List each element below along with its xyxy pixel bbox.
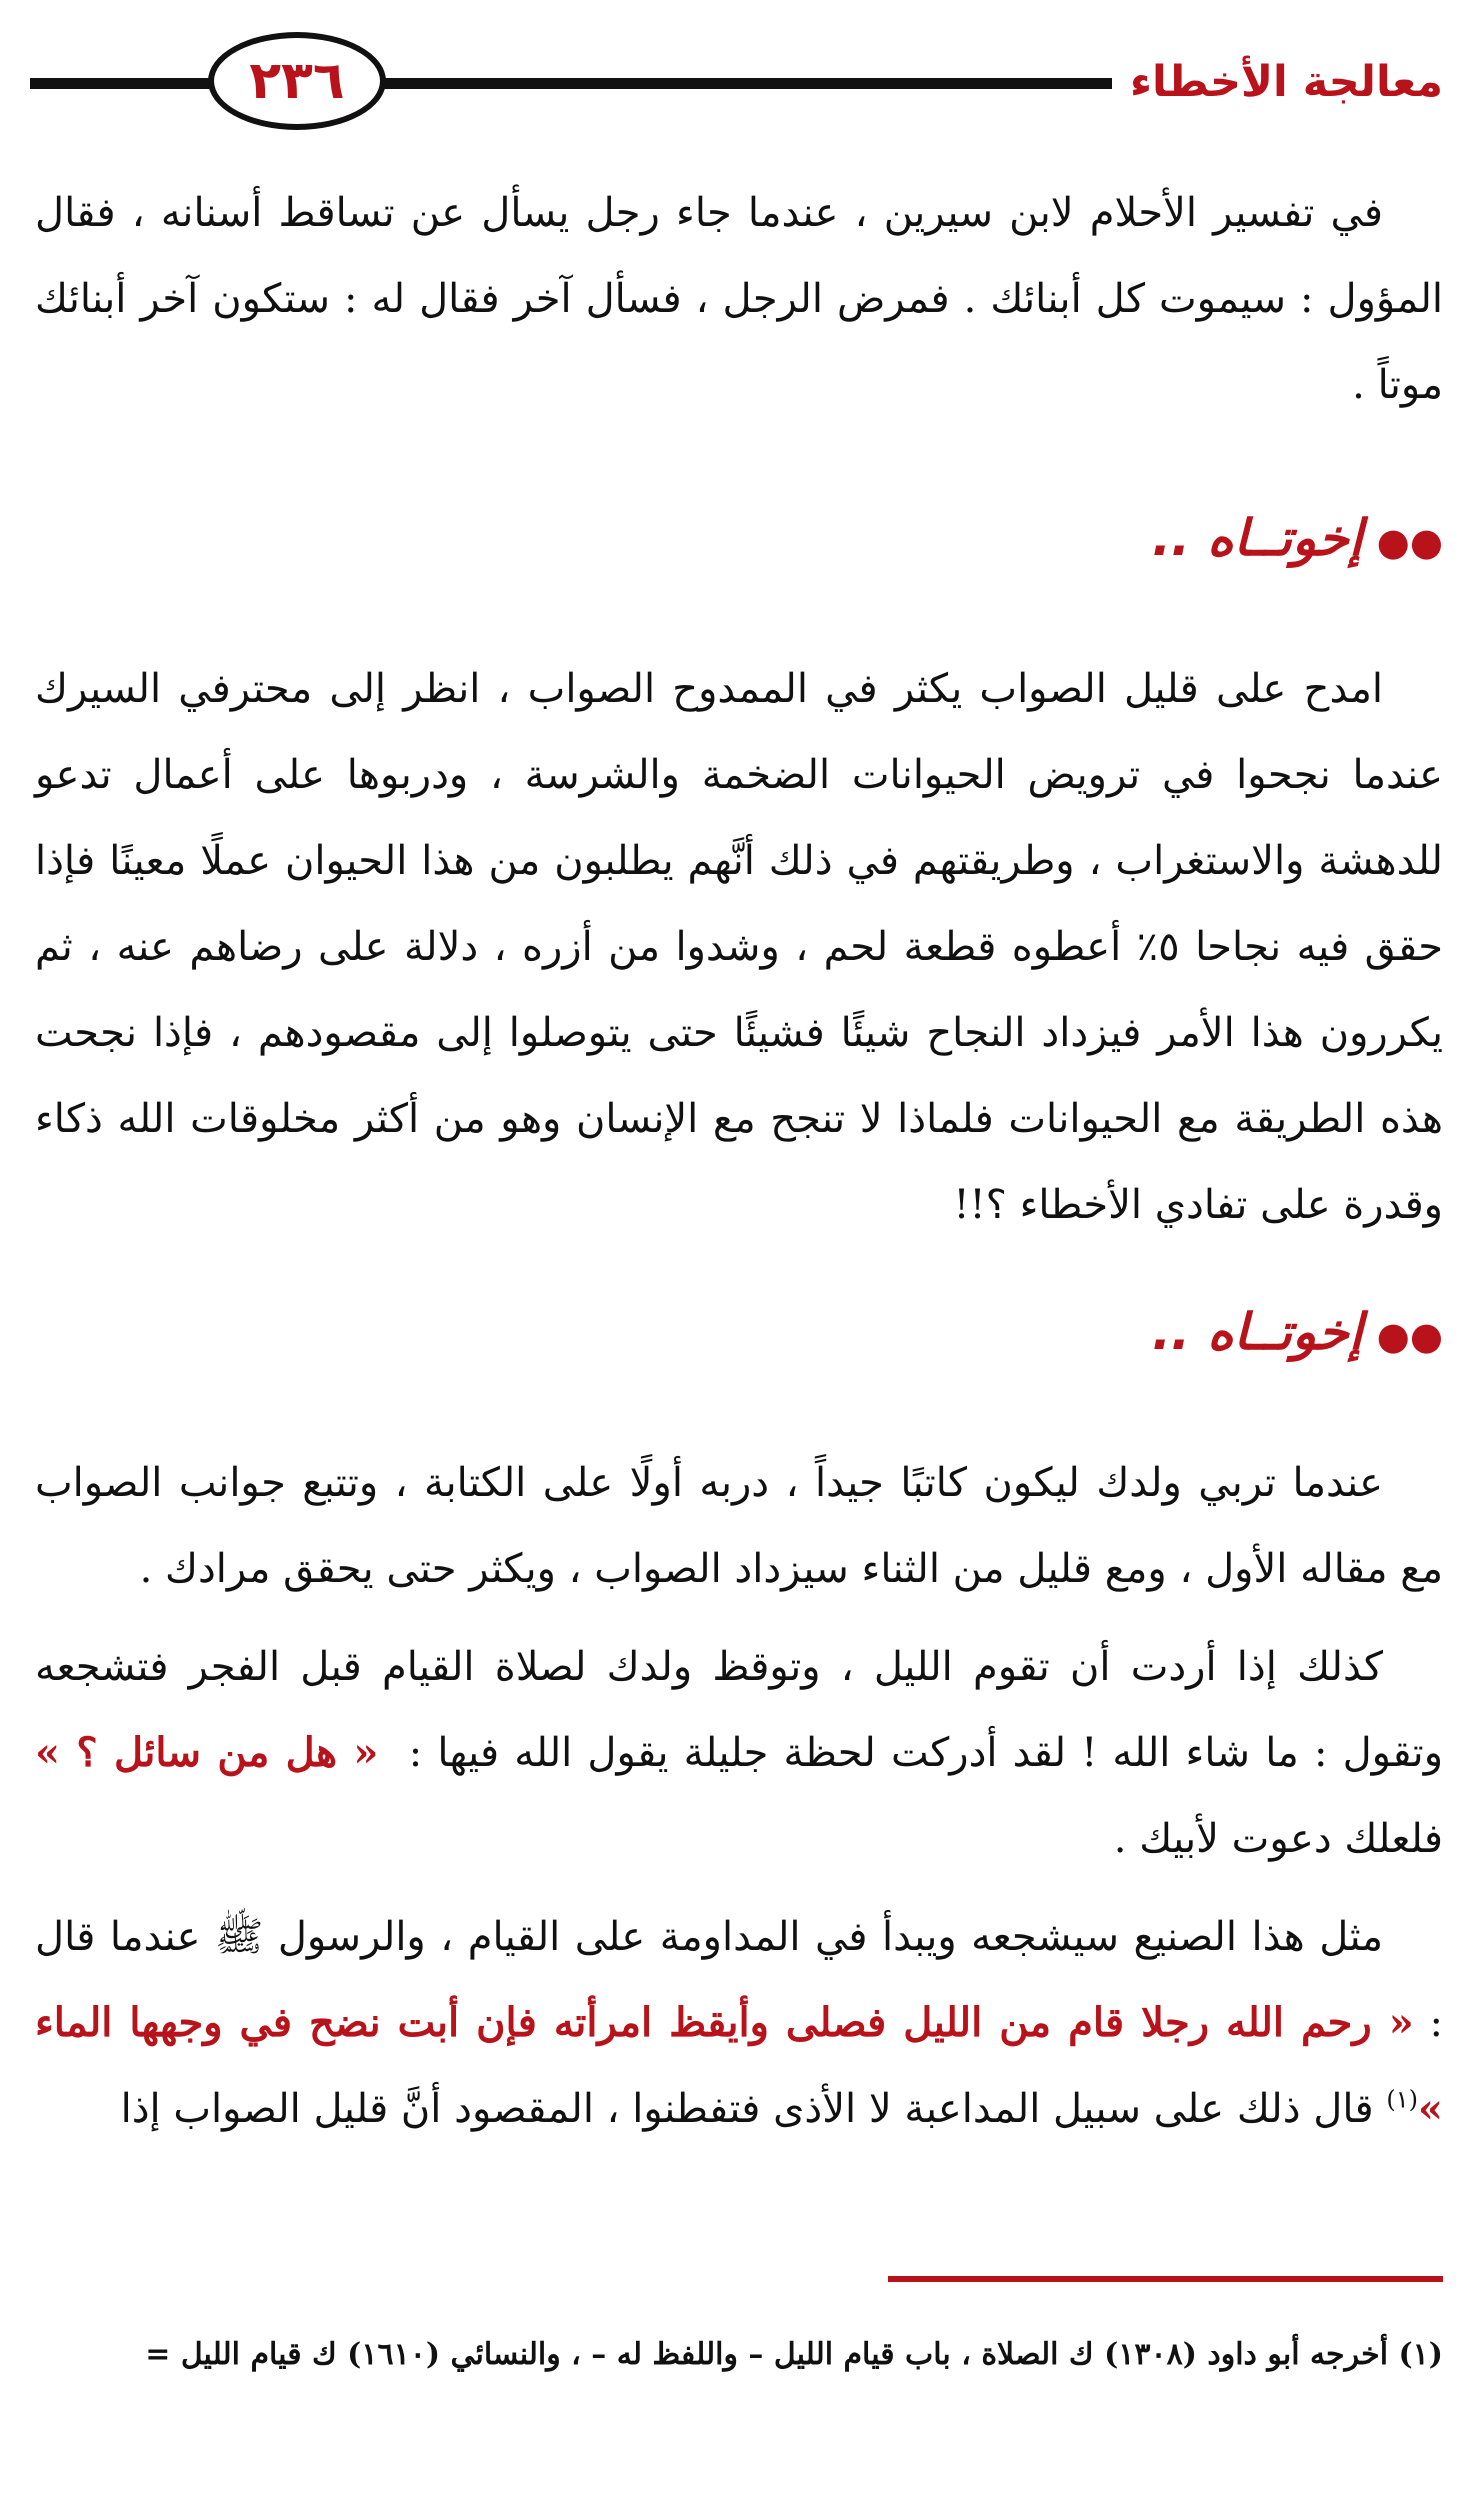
page-content (35, 170, 1443, 2152)
paragraph-text: مثل هذا الصنيع سيشجعه ويبدأ في المداومة على القيام ، والرسول ﷺ عندما قال : (35, 1914, 1443, 2046)
footnote-reference: (١) (1386, 2085, 1418, 2114)
chapter-title: معالجة الأخطاء (1112, 52, 1443, 112)
hadith-quote: « هل من سائل ؟ » (35, 1729, 379, 1776)
paragraph-text: فلعلك دعوت لأبيك . (1113, 1816, 1443, 1862)
writing-paragraph: عندما تربي ولدك ليكون كاتبًا جيداً ، دربه أولًا على الكتابة ، وتتبع جوانب الصواب مع مقاله الأول ، ومع قليل من الثناء سيزداد الصواب ، ويكثر حتى يحقق مرادك . (35, 1460, 1443, 1592)
hadith-quote: « رحم الله رجلا قام من الليل فصلى وأيقظ امرأته فإن أبت نضح في وجهها الماء » (35, 1999, 1443, 2132)
bullet-dots: ●● (1376, 1314, 1443, 1358)
night-prayer-paragraph (35, 1624, 1443, 1882)
paragraph-text: قال ذلك على سبيل المداعبة لا الأذى فتفطنوا ، المقصود أنَّ قليل الصواب إذا (120, 2086, 1374, 2132)
bullet-dots: ●● (1376, 520, 1443, 564)
footnote-divider (888, 2276, 1443, 2282)
page-header (30, 18, 1443, 148)
paragraph-text: كذلك إذا أردت أن تقوم الليل ، وتوقظ ولدك لصلاة القيام قبل الفجر فتشجعه وتقول : ما شاء الله ! لقد أدركت لحظة جليلة يقول الله فيها : (35, 1644, 1444, 1776)
section-heading-2 (35, 1292, 1443, 1376)
page-number: ٢٣٦ (208, 32, 386, 130)
section-heading-text: إخوتــاه .. (1152, 509, 1363, 567)
section-heading-1 (35, 498, 1443, 582)
intro-paragraph: في تفسير الأحلام لابن سيرين ، عندما جاء رجل يسأل عن تساقط أسنانه ، فقال المؤول : سيموت كل أبنائك . فمرض الرجل ، فسأل آخر فقال له : ستكون آخر أبنائك موتاً . (35, 190, 1443, 408)
prophet-paragraph (35, 1894, 1443, 2152)
footnote: (١) أخرجه أبو داود (١٣٠٨) ك الصلاة ، باب قيام الليل – واللفظ له – ، والنسائي (١٦١٠) ك قيام الليل = (145, 2337, 1443, 2372)
circus-paragraph: امدح على قليل الصواب يكثر في الممدوح الصواب ، انظر إلى محترفي السيرك عندما نجحوا في ترويض الحيوانات الضخمة والشرسة ، ودربوها على أعمال تدعو للدهشة والاستغراب ، وطريقتهم في ذلك أنَّهم يطلبون من هذا الحيوان عملًا معينًا فإذا حقق فيه نجاحا ٥٪ أعطوه قطعة لحم ، وشدوا من أزره ، دلالة على رضاهم عنه ، ثم يكررون هذا الأمر فيزداد النجاح شيئًا فشيئًا حتى يتوصلوا إلى مقصودهم ، فإذا نجحت هذه الطريقة مع الحيوانات فلماذا لا تنجح مع الإنسان وهو من أكثر مخلوقات الله ذكاء وقدرة على تفادي الأخطاء ؟!! (35, 666, 1443, 1228)
section-heading-text: إخوتــاه .. (1152, 1303, 1363, 1361)
